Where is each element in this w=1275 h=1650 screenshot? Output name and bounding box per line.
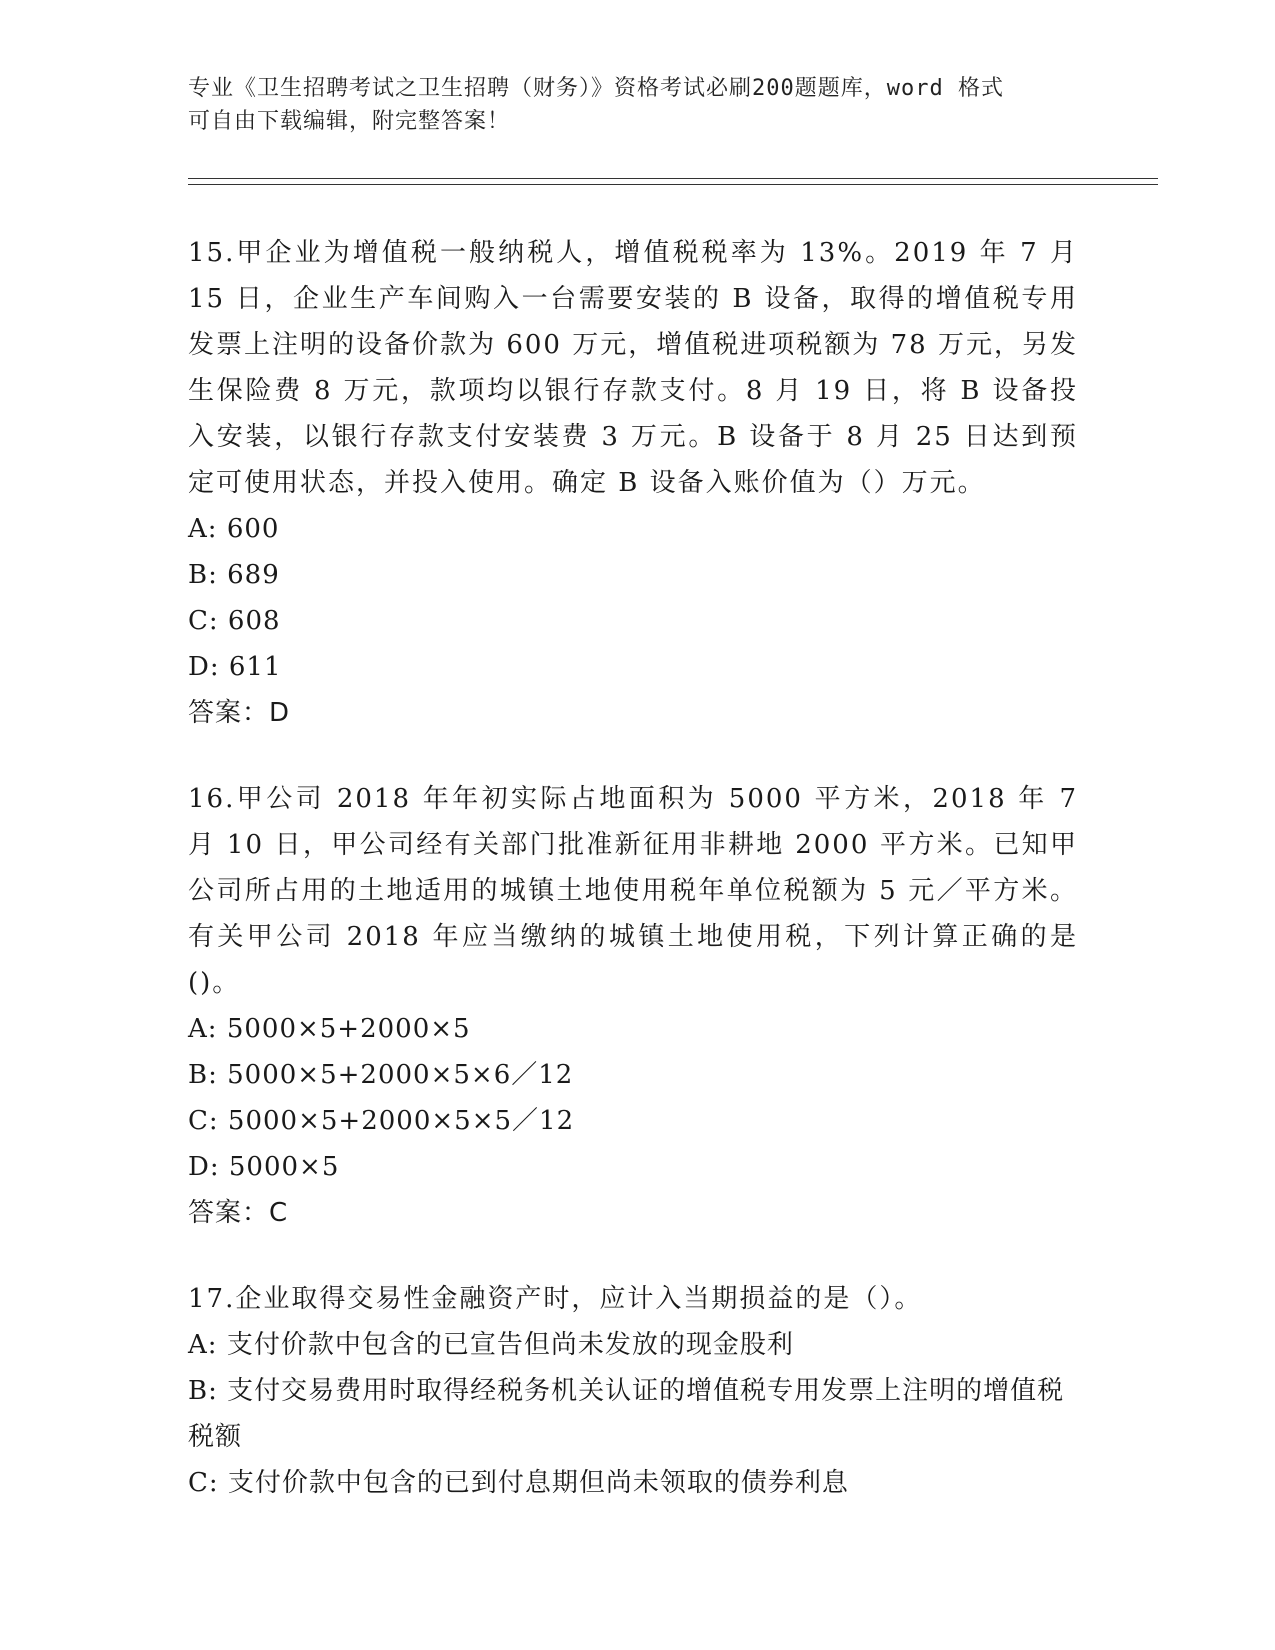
option-d [188, 1144, 1078, 1190]
option-b [188, 1052, 1078, 1098]
option-letter: B: [188, 1376, 218, 1406]
option-c [188, 598, 1078, 644]
option-text: 支付价款中包含的已到付息期但尚未领取的债券利息 [227, 1468, 849, 1498]
option-letter: C: [188, 1106, 219, 1136]
question-15 [188, 230, 1078, 736]
option-letter: B: [188, 560, 218, 590]
option-letter: A: [188, 1014, 218, 1044]
document-header [188, 72, 1068, 138]
option-letter: B: [188, 1060, 218, 1090]
option-letter: C: [188, 1468, 219, 1498]
option-a [188, 1006, 1078, 1052]
question-stem: 17.企业取得交易性金融资产时，应计入当期损益的是（）。 [188, 1284, 923, 1314]
option-text: 600 [226, 514, 280, 544]
option-a [188, 506, 1078, 552]
option-text: 608 [227, 606, 281, 636]
question-stem: 16.甲公司 2018 年年初实际占地面积为 5000 平方米，2018 年 7 月 10 日，甲公司经有关部门批准新征用非耕地 2000 平方米。已知甲公司所占用的土地适用的城镇土地使用税年单位税额为 5 元／平方米。有关甲公司 2018 年应当缴纳的城镇土地使用税，下列计算正确的是()。 [188, 784, 1078, 998]
header-title-line-1: 专业《卫生招聘考试之卫生招聘（财务）》资格考试必刷200题题库，word 格式 [188, 76, 1004, 101]
option-c [188, 1098, 1078, 1144]
option-text: 5000×5+2000×5×6／12 [227, 1060, 574, 1090]
header-title-line-2: 可自由下载编辑，附完整答案！ [188, 109, 511, 134]
question-16 [188, 776, 1078, 1236]
answer-line: 答案：D [188, 698, 291, 728]
option-letter: D: [188, 1152, 220, 1182]
option-text: 支付交易费用时取得经税务机关认证的增值税专用发票上注明的增值税税额 [188, 1376, 1065, 1452]
header-divider [188, 178, 1158, 185]
option-letter: A: [188, 1330, 218, 1360]
option-text: 689 [227, 560, 280, 590]
question-list [188, 230, 1078, 1546]
option-d [188, 644, 1078, 690]
option-letter: A: [188, 514, 218, 544]
option-c [188, 1460, 1078, 1506]
option-b [188, 1368, 1078, 1460]
option-text: 5000×5 [228, 1152, 340, 1182]
option-b [188, 552, 1078, 598]
option-a [188, 1322, 1078, 1368]
answer-line: 答案：C [188, 1198, 289, 1228]
option-letter: C: [188, 606, 219, 636]
question-17 [188, 1276, 1078, 1506]
option-text: 支付价款中包含的已宣告但尚未发放的现金股利 [226, 1330, 794, 1360]
option-letter: D: [188, 652, 220, 682]
question-stem: 15.甲企业为增值税一般纳税人，增值税税率为 13%。2019 年 7 月 15 日，企业生产车间购入一台需要安装的 B 设备，取得的增值税专用发票上注明的设备价款为 600 万元，增值税进项税额为 78 万元，另发生保险费 8 万元，款项均以银行存款支付。8 月 19 日，将 B 设备投入安装，以银行存款支付安装费 3 万元。B 设备于 8 月 25 日达到预定可使用状态，并投入使用。确定 B 设备入账价值为（）万元。 [188, 238, 1078, 498]
option-text: 5000×5+2000×5×5／12 [227, 1106, 575, 1136]
option-text: 611 [228, 652, 282, 682]
option-text: 5000×5+2000×5 [226, 1014, 471, 1044]
